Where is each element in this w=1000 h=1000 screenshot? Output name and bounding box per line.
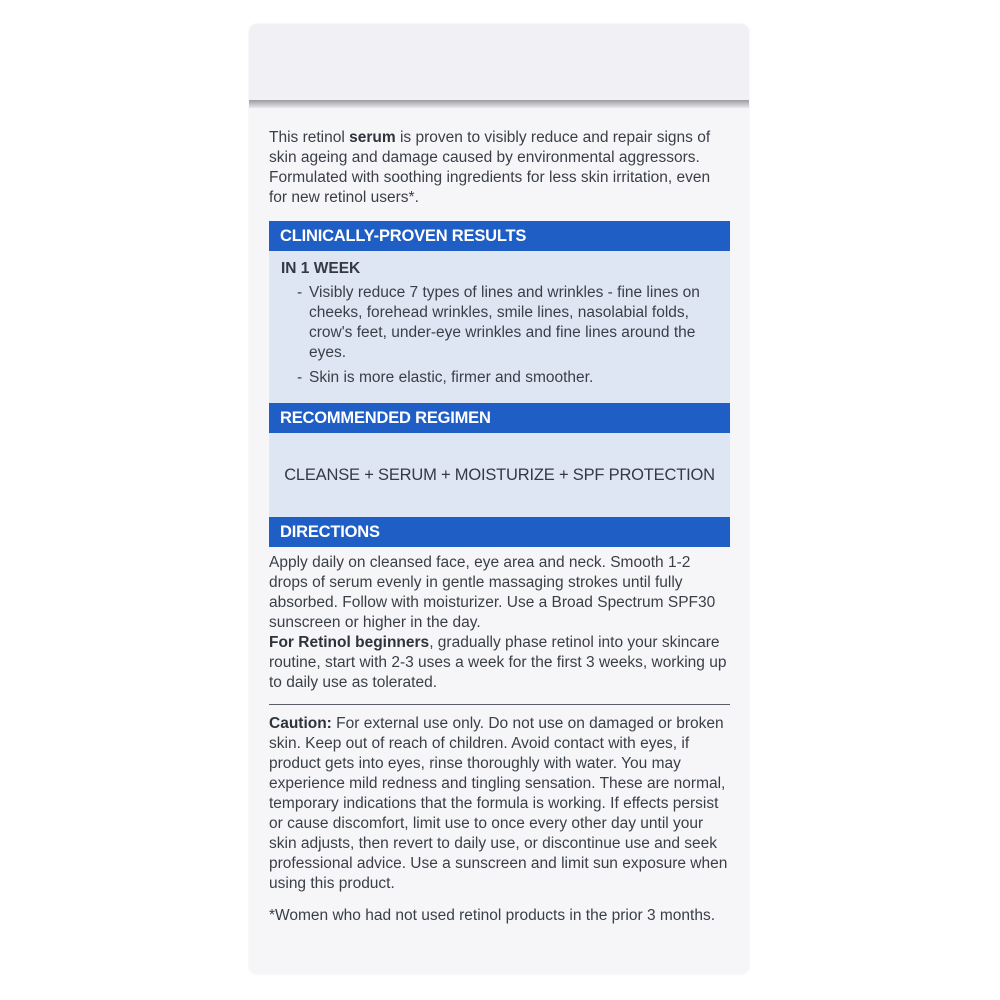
intro-paragraph <box>269 128 729 208</box>
results-item-text: Visibly reduce 7 types of lines and wrinkles - fine lines on cheeks, forehead wrinkles, smile lines, nasolabial folds, crow's feet, under-eye wrinkles and fine lines around the eyes. <box>309 284 700 361</box>
directions-heading: DIRECTIONS <box>269 517 730 547</box>
results-panel <box>269 221 730 547</box>
results-list <box>281 283 720 388</box>
results-list-item: - Visibly reduce 7 types of lines and wrinkles - fine lines on cheeks, forehead wrinkles, smile lines, nasolabial folds, crow's feet, under-eye wrinkles and fine lines around the eyes. <box>297 284 700 361</box>
directions-text: Apply daily on cleansed face, eye area and neck. Smooth 1-2 drops of serum evenly in gentle massaging strokes until fully absorbed. Follow with moisturizer. Use a Broad Spectrum SPF30 sunscreen or higher in the day. <box>269 554 716 631</box>
results-item-text: Skin is more elastic, firmer and smoother. <box>309 369 594 386</box>
divider-line <box>269 704 730 705</box>
regimen-text: CLEANSE + SERUM + MOISTURIZE + SPF PROTECTION <box>284 466 715 484</box>
caution-text: For external use only. Do not use on damaged or broken skin. Keep out of reach of children. Avoid contact with eyes, if product gets into eyes, rinse thoroughly with water. You may experience mild redness and tingling sensation. These are normal, temporary indications that the formula is working. If effects persist or cause discomfort, limit use to once every other day until your skin adjusts, then revert to daily use, or discontinue use and seek professional advice. Use a sunscreen and limit sun exposure when using this product. <box>269 715 728 892</box>
results-heading: CLINICALLY-PROVEN RESULTS <box>269 221 730 251</box>
lid-fold-line <box>249 100 749 108</box>
label-content <box>269 128 731 926</box>
beginners-text: , gradually phase retinol into your skincare routine, start with 2-3 uses a week for the first 3 weeks, working up to daily use as tolerated. <box>269 634 727 691</box>
product-box-back-panel <box>249 24 749 974</box>
beginners-paragraph <box>269 633 731 693</box>
intro-text-post: is proven to visibly reduce and repair signs of skin ageing and damage caused by environmental aggressors. Formulated with soothing ingredients for less skin irritation, even for new retinol users*. <box>269 129 711 206</box>
results-body <box>269 251 730 403</box>
directions-body <box>269 547 731 693</box>
results-subheading: IN 1 WEEK <box>281 260 361 277</box>
intro-text-bold: serum <box>349 129 396 146</box>
results-list-item: - Skin is more elastic, firmer and smoother. <box>297 369 594 386</box>
regimen-heading: RECOMMENDED REGIMEN <box>269 403 730 433</box>
footnote: *Women who had not used retinol products in the prior 3 months. <box>269 907 716 924</box>
beginners-label: For Retinol beginners <box>269 634 430 651</box>
caution-label: Caution: <box>269 715 332 732</box>
intro-text-pre: This retinol <box>269 129 350 146</box>
caution-paragraph <box>269 714 731 894</box>
box-lid-flap <box>249 24 749 100</box>
